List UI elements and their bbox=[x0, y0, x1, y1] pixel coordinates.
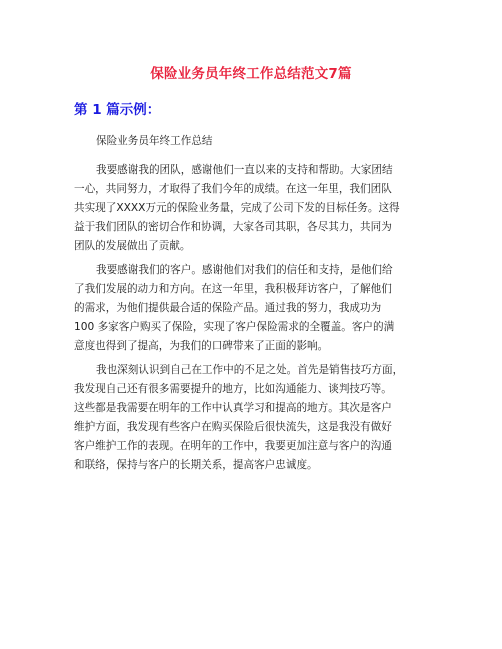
paragraph-line: 共实现了XXXX万元的保险业务量，完成了公司下发的目标任务。这得 bbox=[74, 202, 400, 214]
paragraph-line: 一心，共同努力，才取得了我们今年的成绩。在这一年里，我们团队 bbox=[74, 183, 392, 195]
paragraph-1 bbox=[74, 161, 434, 256]
paragraph-line: 维护方面，我发现有些客户在购买保险后很快流失，这是我没有做好 bbox=[74, 421, 392, 433]
article-subtitle: 保险业务员年终工作总结 bbox=[96, 135, 213, 147]
paragraph-line: 我也深刻认识到自己在工作中的不足之处。首先是销售技巧方面， bbox=[96, 364, 404, 376]
paragraph-line: 我要感谢我们的客户。感谢他们对我们的信任和支持，是他们给 bbox=[96, 264, 393, 276]
paragraph-line: 团队的发展做出了贡献。 bbox=[74, 240, 191, 252]
paragraph-line: 益于我们团队的密切合作和协调，大家各司其职，各尽其力，共同为 bbox=[74, 221, 392, 233]
paragraph-3 bbox=[74, 361, 434, 475]
paragraph-line: 客户维护工作的表现。在明年的工作中，我要更加注意与客户的沟通 bbox=[74, 440, 392, 452]
paragraph-line: 意度也得到了提高，为我们的口碑带来了正面的影响。 bbox=[74, 340, 329, 352]
paragraph-line: 100 多家客户购买了保险，实现了客户保险需求的全覆盖。客户的满 bbox=[74, 321, 395, 333]
document-title: 保险业务员年终工作总结范文7篇 bbox=[150, 66, 352, 82]
paragraph-line: 我要感谢我的团队，感谢他们一直以来的支持和帮助。大家团结 bbox=[96, 164, 393, 176]
section-heading: 第 1 篇示例： bbox=[74, 102, 161, 118]
paragraph-line: 的需求，为他们提供最合适的保险产品。通过我的努力，我成功为 bbox=[74, 302, 382, 314]
paragraph-line: 和联络，保持与客户的长期关系，提高客户忠诚度。 bbox=[74, 459, 318, 471]
paragraph-line: 这些都是我需要在明年的工作中认真学习和提高的地方。其次是客户 bbox=[74, 402, 392, 414]
paragraph-line: 了我们发展的动力和方向。在这一年里，我积极拜访客户，了解他们 bbox=[74, 283, 392, 295]
paragraph-line: 我发现自己还有很多需要提升的地方，比如沟通能力、谈判技巧等。 bbox=[74, 383, 392, 395]
paragraph-2 bbox=[74, 261, 434, 356]
